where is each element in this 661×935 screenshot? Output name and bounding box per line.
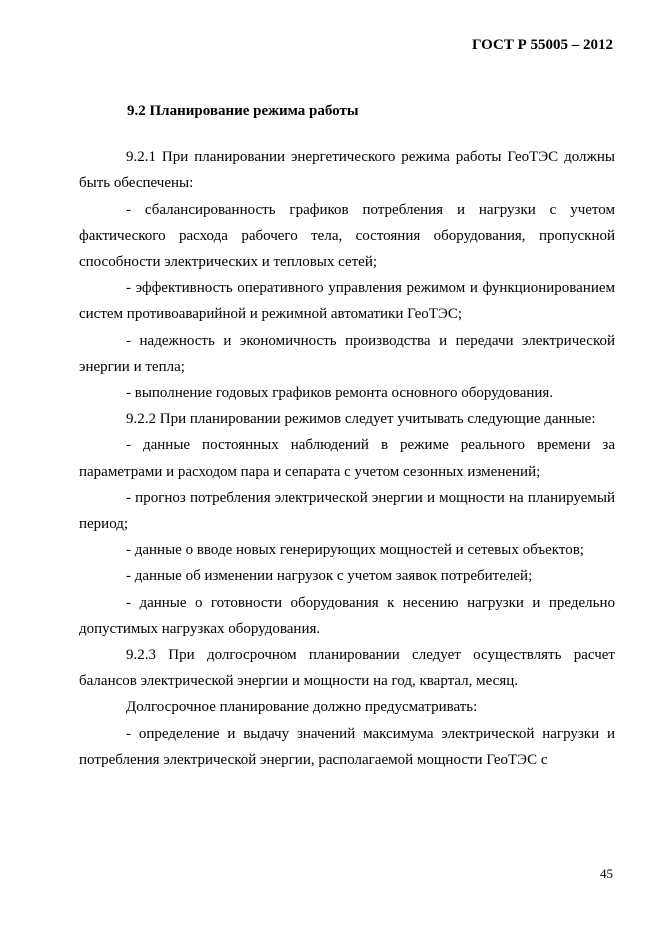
document-header: ГОСТ Р 55005 – 2012 — [471, 37, 613, 53]
paragraph-9-2-1: 9.2.1 При планировании энергетического режима работы ГеоТЭС должны быть обеспечены: — [79, 149, 615, 192]
list-item: - данные о готовности оборудования к несению нагрузки и предельно допустимых нагрузках оборудования. — [79, 594, 615, 637]
document-body — [79, 98, 615, 773]
list-item: - сбалансированность графиков потребления и нагрузки с учетом фактического расхода рабочего тела, состояния оборудования, пропускной способности электрических и тепловых сетей; — [79, 201, 615, 271]
paragraph: Долгосрочное планирование должно предусматривать: — [126, 699, 478, 716]
list-item: - данные постоянных наблюдений в режиме реального времени за параметрами и расходом пара и сепарата с учетом сезонных изменений; — [79, 437, 615, 480]
list-item: - выполнение годовых графиков ремонта основного оборудования. — [126, 385, 554, 402]
list-item: - надежность и экономичность производства и передачи электрической энергии и тепла; — [79, 332, 615, 375]
list-item: - эффективность оперативного управления режимом и функционированием систем противоаварийной и режимной автоматики ГеоТЭС; — [79, 280, 615, 323]
paragraph-9-2-3: 9.2.3 При долгосрочном планировании следует осуществлять расчет балансов электрической энергии и мощности на год, квартал, месяц. — [79, 647, 615, 690]
list-item: - прогноз потребления электрической энергии и мощности на планируемый период; — [79, 489, 615, 533]
section-title: 9.2 Планирование режима работы — [127, 103, 359, 119]
list-item: - определение и выдачу значений максимума электрической нагрузки и потребления электрической энергии, располагаемой мощности ГеоТЭС с — [79, 725, 615, 768]
list-item: - данные о вводе новых генерирующих мощностей и сетевых объектов; — [126, 542, 584, 559]
list-item: - данные об изменении нагрузок с учетом заявок потребителей; — [126, 568, 533, 585]
page-number: 45 — [600, 866, 613, 881]
paragraph-9-2-2: 9.2.2 При планировании режимов следует учитывать следующие данные: — [126, 411, 596, 428]
